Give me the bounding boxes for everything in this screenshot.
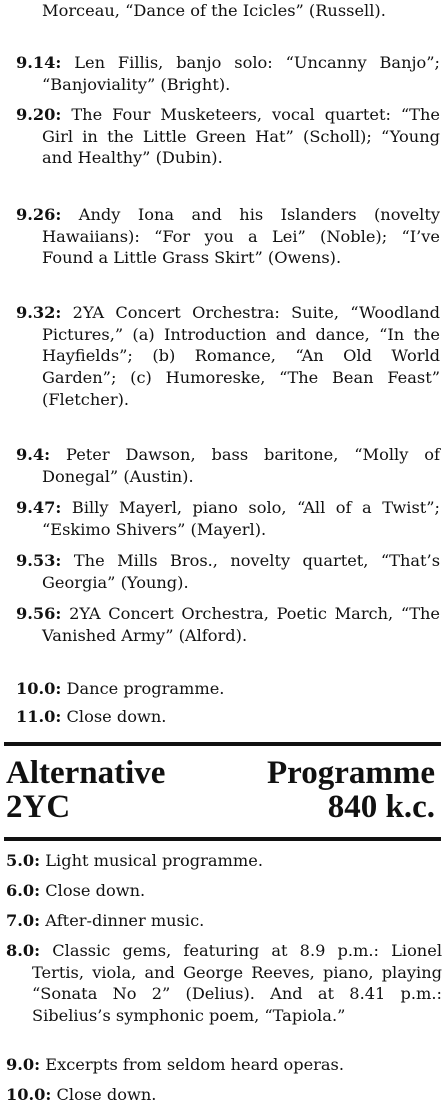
item-text: 2YA Concert Orchestra: Suite, “Woodland Pictures,” (a) Introduction and dance, “In the Hayfields”; (b) Romance, “An Old World Garden”; (c) Humoreske, “The Bean Feast” (Fletcher).	[42, 303, 440, 409]
item-text: Andy Iona and his Islanders (novelty Hawaiians): “For you a Lei” (Noble); “I’ve Found a Little Grass Skirt” (Owens).	[42, 205, 440, 268]
item-text: Classic gems, featuring at 8.9 p.m.: Lionel Tertis, viola, and George Reeves, piano, playing “Sonata No 2” (Delius). And at 8.41 p.m.: Sibelius’s symphonic poem, “Tapiola.”	[32, 941, 442, 1026]
item-text: Excerpts from seldom heard operas.	[40, 1055, 345, 1074]
programme-item-2ya	[16, 550, 440, 593]
item-time: 7.0:	[6, 911, 41, 930]
programme-item-2ya	[16, 706, 440, 728]
item-text: The Mills Bros., novelty quartet, “That’s Georgia” (Young).	[42, 551, 440, 592]
item-time: 9.20:	[16, 105, 62, 124]
item-text: Close down.	[40, 881, 146, 900]
item-time: 9.14:	[16, 53, 62, 72]
item-time: 9.26:	[16, 205, 62, 224]
programme-item-2yc	[6, 910, 442, 932]
item-text: 2YA Concert Orchestra, Poetic March, “The Vanished Army” (Alford).	[42, 604, 440, 645]
section-title-alternative: Alternative	[6, 755, 166, 791]
programme-item-2ya	[16, 204, 440, 269]
item-time: 10.0:	[6, 1085, 52, 1104]
programme-item-2ya	[16, 104, 440, 169]
item-text: After-dinner music.	[40, 911, 205, 930]
item-time: 9.4:	[16, 445, 51, 464]
continued-text: Morceau, “Dance of the Icicles” (Russell).	[42, 1, 386, 20]
item-text: The Four Musketeers, vocal quartet: “The Girl in the Little Green Hat” (Scholl); “Young and Healthy” (Dubin).	[42, 105, 440, 168]
item-time: 9.53:	[16, 551, 62, 570]
programme-item-2ya	[16, 678, 440, 700]
item-text: Light musical programme.	[40, 851, 263, 870]
item-text: Close down.	[51, 1085, 157, 1104]
programme-item-2yc	[6, 1054, 442, 1076]
station-frequency: 840 k.c.	[327, 789, 435, 825]
programme-item-2yc	[6, 940, 442, 1027]
item-time: 11.0:	[16, 707, 62, 726]
item-time: 5.0:	[6, 851, 41, 870]
item-time: 9.0:	[6, 1055, 41, 1074]
continued-entry	[16, 0, 440, 22]
programme-item-2yc	[6, 880, 442, 902]
item-text: Dance programme.	[61, 679, 225, 698]
item-text: Len Fillis, banjo solo: “Uncanny Banjo”; “Banjoviality” (Bright).	[42, 53, 440, 94]
station-name: 2YC	[6, 789, 71, 825]
programme-item-2ya	[16, 52, 440, 95]
item-text: Peter Dawson, bass baritone, “Molly of Donegal” (Austin).	[42, 445, 440, 486]
programme-item-2yc	[6, 1084, 442, 1106]
programme-item-2ya	[16, 603, 440, 646]
item-time: 9.56:	[16, 604, 62, 623]
programme-item-2ya	[16, 497, 440, 540]
item-text: Close down.	[61, 707, 167, 726]
programme-item-2ya	[16, 444, 440, 487]
item-time: 8.0:	[6, 941, 41, 960]
programme-item-2yc	[6, 850, 442, 872]
item-time: 10.0:	[16, 679, 62, 698]
section-rule	[4, 742, 441, 746]
section-rule	[4, 837, 441, 841]
programme-item-2ya	[16, 302, 440, 411]
item-time: 6.0:	[6, 881, 41, 900]
item-time: 9.32:	[16, 303, 62, 322]
item-text: Billy Mayerl, piano solo, “All of a Twist”; “Eskimo Shivers” (Mayerl).	[42, 498, 440, 539]
section-title-programme: Programme	[267, 755, 435, 791]
item-time: 9.47:	[16, 498, 62, 517]
